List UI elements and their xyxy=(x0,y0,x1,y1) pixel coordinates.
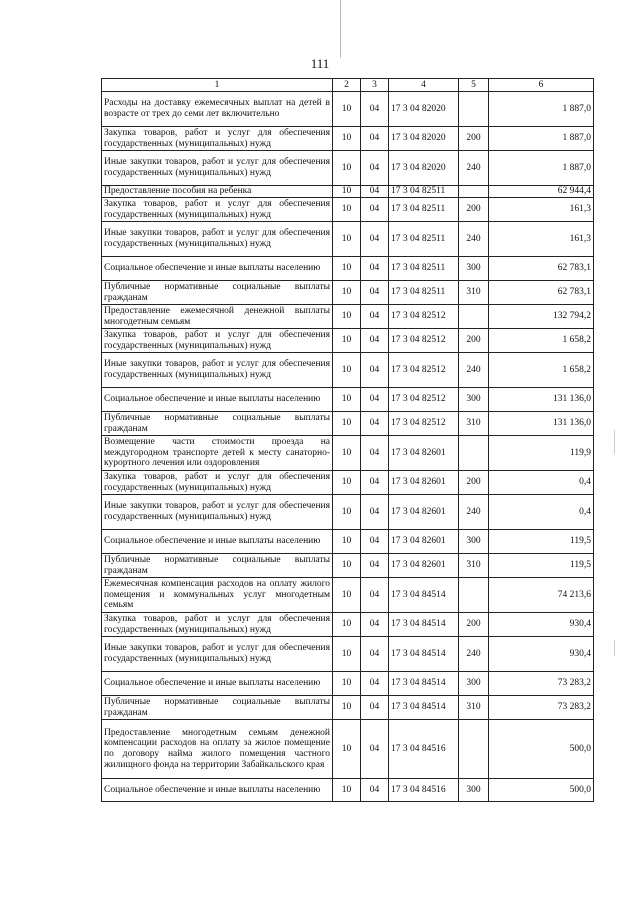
row-col5-cell: 300 xyxy=(459,530,489,554)
table-row xyxy=(102,151,594,186)
row-col2-cell: 10 xyxy=(333,554,361,578)
row-name-cell: Публичные нормативные социальные выплаты гражданам xyxy=(102,696,333,720)
row-code-cell: 17 3 04 82512 xyxy=(389,412,459,436)
row-col5-cell: 240 xyxy=(459,495,489,530)
row-col2-cell: 10 xyxy=(333,578,361,613)
row-col3-cell: 04 xyxy=(361,257,389,281)
row-col2-cell: 10 xyxy=(333,329,361,353)
table-row xyxy=(102,672,594,696)
row-name-cell: Иные закупки товаров, работ и услуг для обеспечения государственных (муниципальных) нужд xyxy=(102,353,333,388)
table-row xyxy=(102,696,594,720)
header-cell: 6 xyxy=(489,79,594,92)
row-col3-cell: 04 xyxy=(361,578,389,613)
row-code-cell: 17 3 04 82020 xyxy=(389,92,459,127)
table-row xyxy=(102,198,594,222)
table-row xyxy=(102,222,594,257)
row-col5-cell xyxy=(459,305,489,329)
row-col3-cell: 04 xyxy=(361,495,389,530)
row-col3-cell: 04 xyxy=(361,613,389,637)
row-col5-cell: 310 xyxy=(459,412,489,436)
table-row xyxy=(102,554,594,578)
table-row xyxy=(102,305,594,329)
table-row xyxy=(102,329,594,353)
row-amount-cell: 1 658,2 xyxy=(489,329,594,353)
row-col2-cell: 10 xyxy=(333,495,361,530)
row-col3-cell: 04 xyxy=(361,305,389,329)
row-col2-cell: 10 xyxy=(333,353,361,388)
row-col2-cell: 10 xyxy=(333,151,361,186)
row-col3-cell: 04 xyxy=(361,637,389,672)
row-col2-cell: 10 xyxy=(333,92,361,127)
row-col3-cell: 04 xyxy=(361,92,389,127)
row-col2-cell: 10 xyxy=(333,257,361,281)
table-row xyxy=(102,353,594,388)
row-col2-cell: 10 xyxy=(333,471,361,495)
row-col5-cell: 200 xyxy=(459,613,489,637)
row-col5-cell xyxy=(459,92,489,127)
row-col3-cell: 04 xyxy=(361,530,389,554)
row-col5-cell: 300 xyxy=(459,388,489,412)
row-code-cell: 17 3 04 84514 xyxy=(389,637,459,672)
row-code-cell: 17 3 04 84514 xyxy=(389,672,459,696)
row-amount-cell: 73 283,2 xyxy=(489,696,594,720)
row-amount-cell: 1 887,0 xyxy=(489,151,594,186)
row-col5-cell: 200 xyxy=(459,471,489,495)
table-row xyxy=(102,613,594,637)
table-row xyxy=(102,578,594,613)
row-col5-cell: 300 xyxy=(459,672,489,696)
row-code-cell: 17 3 04 84514 xyxy=(389,696,459,720)
row-amount-cell: 74 213,6 xyxy=(489,578,594,613)
row-amount-cell: 73 283,2 xyxy=(489,672,594,696)
row-col2-cell: 10 xyxy=(333,613,361,637)
row-col3-cell: 04 xyxy=(361,353,389,388)
table-row xyxy=(102,530,594,554)
table-row xyxy=(102,388,594,412)
row-code-cell: 17 3 04 82601 xyxy=(389,530,459,554)
row-col5-cell: 240 xyxy=(459,222,489,257)
row-name-cell: Предоставление многодетным семьям денежной компенсации расходов на оплату за жилое помещение по договору найма жилого помещения частного жилищного фонда на территории Забайкальского края xyxy=(102,720,333,779)
row-col3-cell: 04 xyxy=(361,720,389,779)
row-code-cell: 17 3 04 82601 xyxy=(389,554,459,578)
row-amount-cell: 62 783,1 xyxy=(489,281,594,305)
row-col3-cell: 04 xyxy=(361,554,389,578)
row-code-cell: 17 3 04 82511 xyxy=(389,257,459,281)
row-col5-cell: 310 xyxy=(459,281,489,305)
row-col2-cell: 10 xyxy=(333,186,361,198)
row-amount-cell: 119,5 xyxy=(489,530,594,554)
row-col5-cell: 310 xyxy=(459,554,489,578)
row-col5-cell: 240 xyxy=(459,353,489,388)
row-amount-cell: 500,0 xyxy=(489,779,594,802)
row-col5-cell: 240 xyxy=(459,151,489,186)
row-name-cell: Закупка товаров, работ и услуг для обеспечения государственных (муниципальных) нужд xyxy=(102,198,333,222)
row-col2-cell: 10 xyxy=(333,281,361,305)
table-row xyxy=(102,186,594,198)
table-row xyxy=(102,720,594,779)
row-code-cell: 17 3 04 82512 xyxy=(389,353,459,388)
row-code-cell: 17 3 04 82512 xyxy=(389,388,459,412)
row-amount-cell: 119,9 xyxy=(489,436,594,471)
row-amount-cell: 1 658,2 xyxy=(489,353,594,388)
row-col5-cell: 240 xyxy=(459,637,489,672)
table-row xyxy=(102,281,594,305)
row-amount-cell: 161,3 xyxy=(489,198,594,222)
table-row xyxy=(102,127,594,151)
row-amount-cell: 1 887,0 xyxy=(489,127,594,151)
scan-artifact-mark xyxy=(614,640,615,656)
table-row xyxy=(102,92,594,127)
row-amount-cell: 500,0 xyxy=(489,720,594,779)
row-amount-cell: 62 944,4 xyxy=(489,186,594,198)
row-name-cell: Социальное обеспечение и иные выплаты населению xyxy=(102,672,333,696)
row-col2-cell: 10 xyxy=(333,412,361,436)
row-col2-cell: 10 xyxy=(333,127,361,151)
row-code-cell: 17 3 04 82601 xyxy=(389,436,459,471)
row-name-cell: Ежемесячная компенсация расходов на оплату жилого помещения и коммунальных услуг многодетным семьям xyxy=(102,578,333,613)
table-row xyxy=(102,779,594,802)
row-col2-cell: 10 xyxy=(333,388,361,412)
row-code-cell: 17 3 04 82511 xyxy=(389,222,459,257)
row-col2-cell: 10 xyxy=(333,696,361,720)
row-name-cell: Предоставление ежемесячной денежной выплаты многодетным семьям xyxy=(102,305,333,329)
row-name-cell: Социальное обеспечение и иные выплаты населению xyxy=(102,257,333,281)
row-name-cell: Закупка товаров, работ и услуг для обеспечения государственных (муниципальных) нужд xyxy=(102,329,333,353)
row-amount-cell: 930,4 xyxy=(489,613,594,637)
row-col5-cell: 300 xyxy=(459,257,489,281)
row-amount-cell: 62 783,1 xyxy=(489,257,594,281)
row-name-cell: Закупка товаров, работ и услуг для обеспечения государственных (муниципальных) нужд xyxy=(102,127,333,151)
budget-table xyxy=(101,78,594,802)
row-name-cell: Публичные нормативные социальные выплаты гражданам xyxy=(102,554,333,578)
row-col2-cell: 10 xyxy=(333,720,361,779)
row-name-cell: Закупка товаров, работ и услуг для обеспечения государственных (муниципальных) нужд xyxy=(102,613,333,637)
row-name-cell: Социальное обеспечение и иные выплаты населению xyxy=(102,779,333,802)
row-col2-cell: 10 xyxy=(333,530,361,554)
row-col3-cell: 04 xyxy=(361,672,389,696)
row-col2-cell: 10 xyxy=(333,222,361,257)
row-col5-cell: 200 xyxy=(459,198,489,222)
header-cell: 1 xyxy=(102,79,333,92)
row-col3-cell: 04 xyxy=(361,151,389,186)
row-code-cell: 17 3 04 84516 xyxy=(389,779,459,802)
table-row xyxy=(102,412,594,436)
row-name-cell: Расходы на доставку ежемесячных выплат на детей в возрасте от трех до семи лет включительно xyxy=(102,92,333,127)
table-row xyxy=(102,257,594,281)
row-col3-cell: 04 xyxy=(361,412,389,436)
row-name-cell: Иные закупки товаров, работ и услуг для обеспечения государственных (муниципальных) нужд xyxy=(102,495,333,530)
row-code-cell: 17 3 04 82601 xyxy=(389,495,459,530)
row-col3-cell: 04 xyxy=(361,127,389,151)
header-cell: 3 xyxy=(361,79,389,92)
row-col2-cell: 10 xyxy=(333,198,361,222)
row-amount-cell: 131 136,0 xyxy=(489,388,594,412)
row-code-cell: 17 3 04 84514 xyxy=(389,613,459,637)
row-name-cell: Предоставление пособия на ребенка xyxy=(102,186,333,198)
row-code-cell: 17 3 04 84516 xyxy=(389,720,459,779)
row-col3-cell: 04 xyxy=(361,329,389,353)
page-number: 111 xyxy=(310,56,330,71)
table-row xyxy=(102,436,594,471)
row-amount-cell: 132 794,2 xyxy=(489,305,594,329)
table-header-row xyxy=(102,79,594,92)
row-col3-cell: 04 xyxy=(361,436,389,471)
row-col5-cell: 200 xyxy=(459,127,489,151)
row-code-cell: 17 3 04 82512 xyxy=(389,305,459,329)
row-col5-cell xyxy=(459,720,489,779)
row-amount-cell: 930,4 xyxy=(489,637,594,672)
scan-artifact-line xyxy=(340,0,341,58)
row-name-cell: Социальное обеспечение и иные выплаты населению xyxy=(102,530,333,554)
row-col2-cell: 10 xyxy=(333,305,361,329)
row-col3-cell: 04 xyxy=(361,779,389,802)
row-code-cell: 17 3 04 82020 xyxy=(389,151,459,186)
row-name-cell: Иные закупки товаров, работ и услуг для обеспечения государственных (муниципальных) нужд xyxy=(102,151,333,186)
row-col3-cell: 04 xyxy=(361,186,389,198)
row-name-cell: Публичные нормативные социальные выплаты гражданам xyxy=(102,412,333,436)
row-amount-cell: 1 887,0 xyxy=(489,92,594,127)
table-row xyxy=(102,471,594,495)
row-amount-cell: 0,4 xyxy=(489,471,594,495)
row-col2-cell: 10 xyxy=(333,672,361,696)
row-col3-cell: 04 xyxy=(361,198,389,222)
row-code-cell: 17 3 04 82511 xyxy=(389,198,459,222)
row-col3-cell: 04 xyxy=(361,471,389,495)
scan-artifact-mark xyxy=(614,430,615,454)
row-code-cell: 17 3 04 82601 xyxy=(389,471,459,495)
row-amount-cell: 0,4 xyxy=(489,495,594,530)
row-name-cell: Социальное обеспечение и иные выплаты населению xyxy=(102,388,333,412)
row-name-cell: Иные закупки товаров, работ и услуг для обеспечения государственных (муниципальных) нужд xyxy=(102,222,333,257)
row-code-cell: 17 3 04 82511 xyxy=(389,281,459,305)
row-code-cell: 17 3 04 82512 xyxy=(389,329,459,353)
row-amount-cell: 131 136,0 xyxy=(489,412,594,436)
row-name-cell: Публичные нормативные социальные выплаты гражданам xyxy=(102,281,333,305)
row-col3-cell: 04 xyxy=(361,222,389,257)
row-code-cell: 17 3 04 82020 xyxy=(389,127,459,151)
row-col2-cell: 10 xyxy=(333,779,361,802)
table-row xyxy=(102,495,594,530)
row-col5-cell: 300 xyxy=(459,779,489,802)
table-row xyxy=(102,637,594,672)
header-cell: 2 xyxy=(333,79,361,92)
row-col3-cell: 04 xyxy=(361,388,389,412)
row-col3-cell: 04 xyxy=(361,696,389,720)
row-name-cell: Возмещение части стоимости проезда на междугородном транспорте детей к месту санаторно-курортного лечения или оздоровления xyxy=(102,436,333,471)
row-name-cell: Иные закупки товаров, работ и услуг для обеспечения государственных (муниципальных) нужд xyxy=(102,637,333,672)
row-amount-cell: 161,3 xyxy=(489,222,594,257)
row-col3-cell: 04 xyxy=(361,281,389,305)
row-col5-cell xyxy=(459,186,489,198)
table-body xyxy=(102,92,594,802)
row-amount-cell: 119,5 xyxy=(489,554,594,578)
row-col5-cell: 200 xyxy=(459,329,489,353)
header-cell: 5 xyxy=(459,79,489,92)
row-col2-cell: 10 xyxy=(333,436,361,471)
row-code-cell: 17 3 04 84514 xyxy=(389,578,459,613)
row-col5-cell xyxy=(459,436,489,471)
row-name-cell: Закупка товаров, работ и услуг для обеспечения государственных (муниципальных) нужд xyxy=(102,471,333,495)
row-code-cell: 17 3 04 82511 xyxy=(389,186,459,198)
row-col5-cell: 310 xyxy=(459,696,489,720)
header-cell: 4 xyxy=(389,79,459,92)
row-col2-cell: 10 xyxy=(333,637,361,672)
row-col5-cell xyxy=(459,578,489,613)
